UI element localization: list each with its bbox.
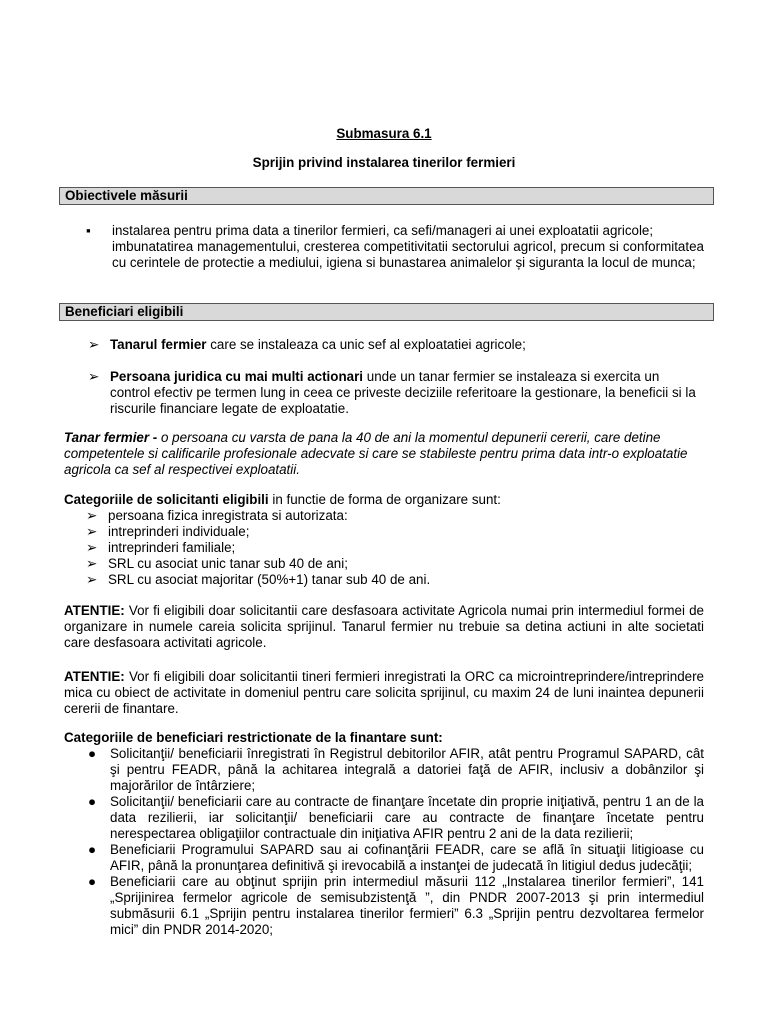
young-farmer-definition: Tanar fermier - o persoana cu varsta de pana la 40 de ani la momentul depunerii cererii, care detine competentele si calificarile profesionale adecvate si care se stabileste pentru prima data intr-o exploatatie agricola ca sef al respectivei exploatatii.	[64, 430, 688, 477]
dot-bullet-icon: ●	[88, 794, 97, 809]
objective-item: ▪ instalarea pentru prima data a tinerilor fermieri, ca sefi/manageri ai unei exploatatii agricole;	[86, 223, 654, 238]
category-item: ➢ SRL cu asociat majoritar (50%+1) tanar sub 40 de ani.	[86, 572, 431, 587]
objective-item: imbunatatirea managementului, cresterea competitivitatii sectorului agricol, precum si conformitatea cu cerintele de protectie a mediului, igiena si bunastarea animalelor și siguranta la locul de munca;	[112, 239, 704, 270]
restricted-heading: Categoriile de beneficiari restrictionate de la finantare sunt:	[64, 730, 443, 745]
attention-note-1: ATENTIE: Vor fi eligibili doar solicitantii care desfasoara activitate Agricola numai prin intermediul formei de organizare in numele careia solicita sprijinul. Tanarul fermier nu trebuie sa detina actiuni in alte societati care desfasoara activitati agricole.	[64, 603, 704, 650]
arrow-bullet-icon: ➢	[86, 540, 98, 555]
dot-bullet-icon: ●	[88, 842, 97, 857]
document-subtitle: Sprijin privind instalarea tinerilor fermieri	[252, 155, 516, 170]
arrow-bullet-icon: ➢	[86, 524, 98, 539]
restricted-item: ● Beneficiarii care au obţinut sprijin prin intermediul măsurii 112 „Instalarea tinerilor fermieri”, 141 „Sprijinirea fermelor agricole de semisubzistenţă ”, din PNDR 2007-2013 şi prin intermediul submăsurii 6.1 „Sprijin pentru instalarea tinerilor fermieri” 6.3 „Sprijin pentru dezvoltarea fermelor mici” din PNDR 2014-2020;	[88, 874, 704, 937]
beneficiary-item: ➢ Tanarul fermier care se instaleaza ca unic sef al exploatatiei agricole;	[88, 337, 526, 352]
arrow-bullet-icon: ➢	[86, 572, 98, 587]
beneficiary-item: ➢ Persoana juridica cu mai multi actionari unde un tanar fermier se instaleaza si exercita un control efectiv pe termen lung in ceea ce priveste deciziile referitoare la gestionare, la beneficii si la riscurile financiare legate de exploatatie.	[88, 369, 696, 416]
section-heading-objectives: Obiectivele măsurii	[59, 187, 714, 205]
restricted-item: ● Beneficiarii Programului SAPARD sau ai cofinanţării FEADR, care se află în situaţii litigioase cu AFIR, până la pronunţarea definitivă şi irevocabilă a instanţei de judecată în litigiul dedus judecăţii;	[88, 842, 704, 873]
category-item: ➢ SRL cu asociat unic tanar sub 40 de ani;	[86, 556, 348, 571]
dot-bullet-icon: ●	[88, 874, 97, 889]
restricted-item: ● Solicitanţii/ beneficiarii înregistrati în Registrul debitorilor AFIR, atât pentru Programul SAPARD, cât şi pentru FEADR, până la achitarea integrală a datoriei faţă de AFIR, inclusiv a dobânzilor şi majorărilor de întârziere;	[88, 746, 704, 793]
beneficiaries-list	[88, 337, 702, 417]
eligible-categories	[64, 492, 704, 588]
category-item: ➢ intreprinderi familiale;	[86, 540, 236, 555]
attention-note-2: ATENTIE: Vor fi eligibili doar solicitantii tineri fermieri inregistrati la ORC ca microintreprindere/intreprindere mica cu obiect de activitate in domeniul pentru care solicita sprijinul, cu maxim 24 de luni inaintea depunerii cererii de finantare.	[64, 669, 704, 716]
section-heading-beneficiaries: Beneficiari eligibili	[59, 303, 714, 321]
restricted-categories	[64, 730, 704, 938]
arrow-bullet-icon: ➢	[86, 508, 98, 523]
arrow-bullet-icon: ➢	[86, 556, 98, 571]
categories-intro: Categoriile de solicitanti eligibili in functie de forma de organizare sunt:	[64, 492, 501, 507]
category-item: ➢ persoana fizica inregistrata si autorizata:	[86, 508, 348, 523]
square-bullet-icon: ▪	[86, 223, 91, 238]
dot-bullet-icon: ●	[88, 746, 97, 761]
arrow-bullet-icon: ➢	[88, 337, 100, 352]
arrow-bullet-icon: ➢	[88, 369, 100, 384]
objectives-list	[64, 223, 704, 271]
restricted-item: ● Solicitanţii/ beneficiarii care au contracte de finanţare încetate din proprie iniţiativă, pentru 1 an de la data rezilierii, iar solicitanţii/ beneficiarii care au contracte de finanţare încetate pentru nerespectarea obligaţiilor contractuale din iniţiativa AFIR pentru 2 ani de la data rezilierii;	[88, 794, 704, 841]
document-title: Submasura 6.1	[336, 126, 432, 141]
category-item: ➢ intreprinderi individuale;	[86, 524, 250, 539]
